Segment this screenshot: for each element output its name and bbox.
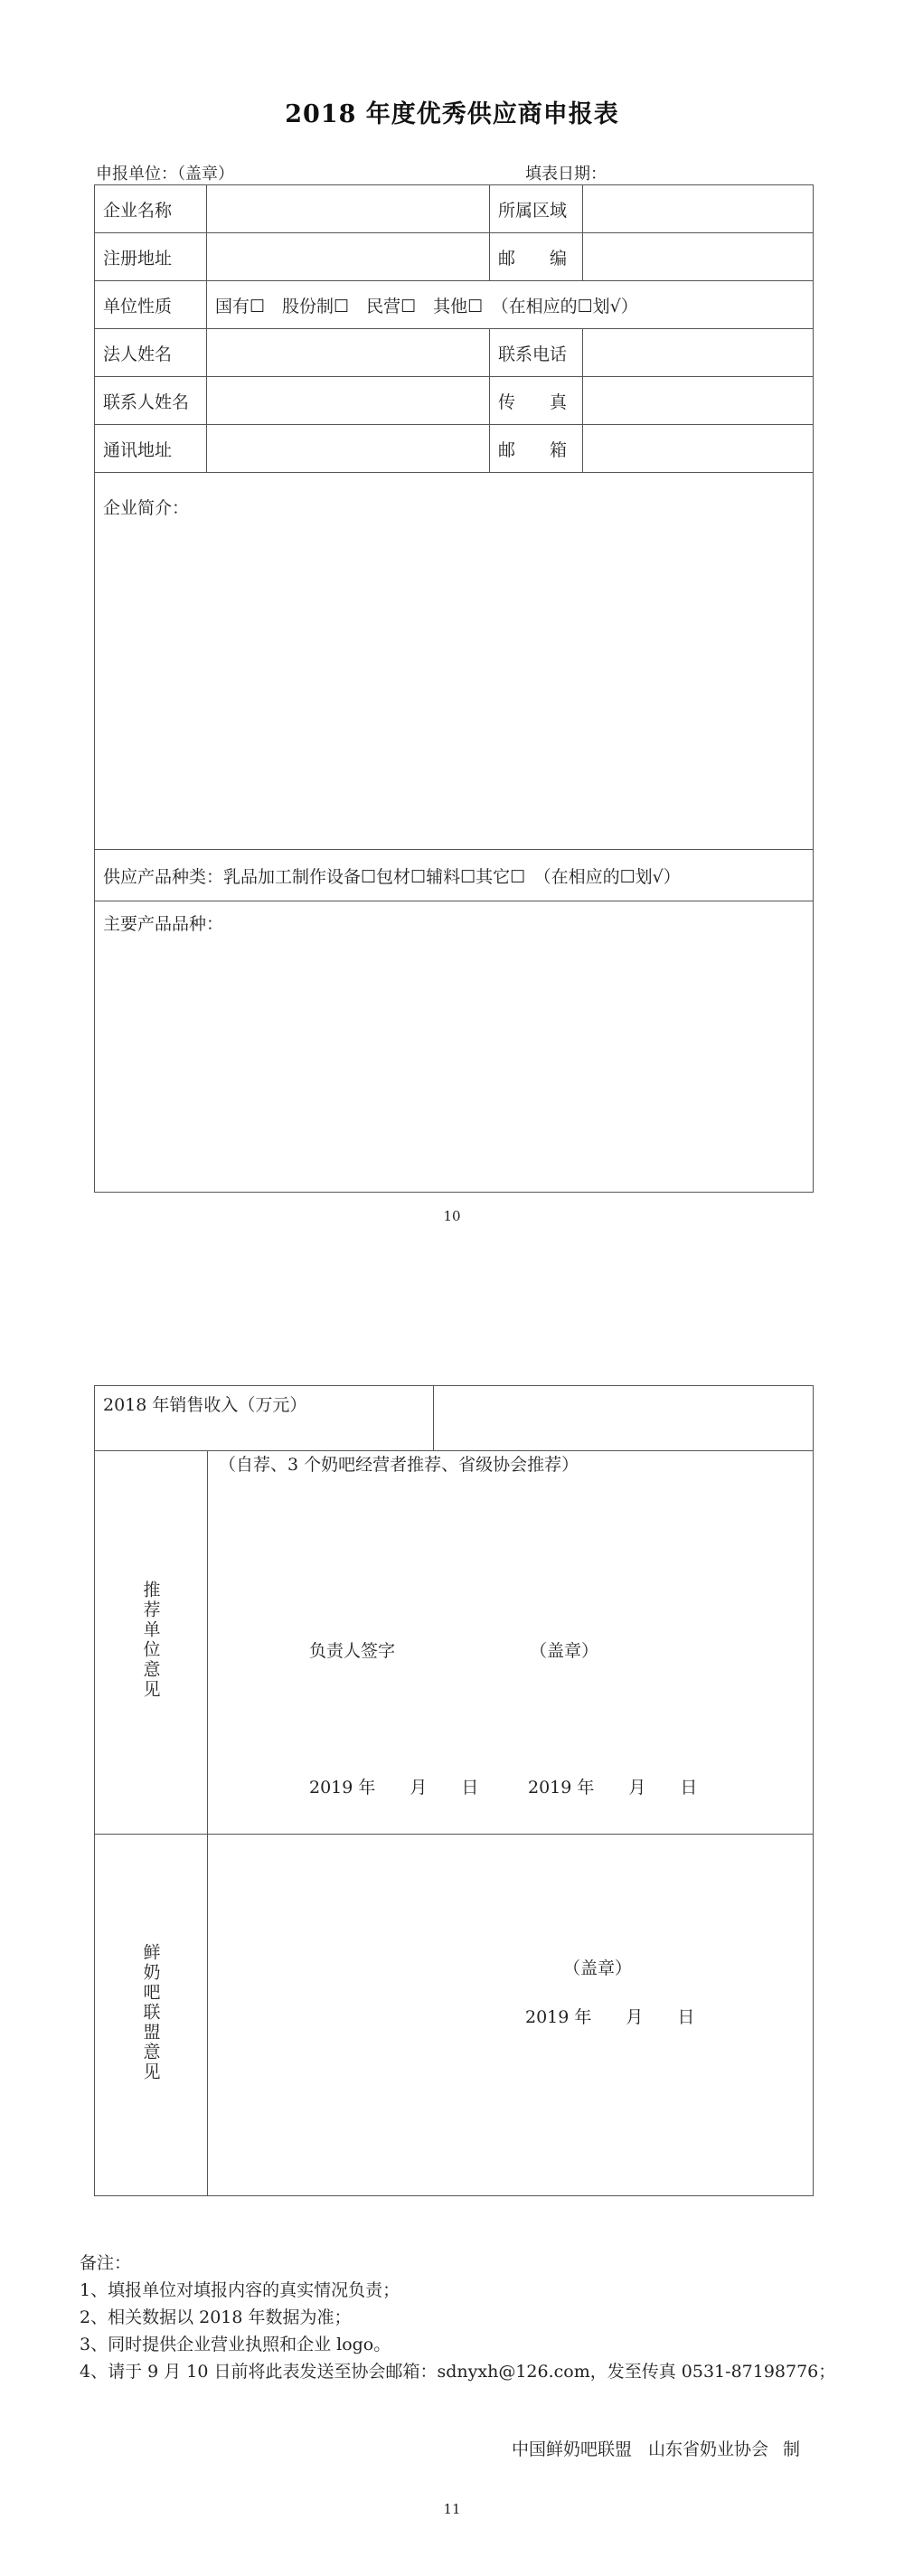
postcode-label: 邮 编 [490, 233, 583, 281]
recommend-opinion-field[interactable] [208, 1451, 814, 1835]
unit-nature-label: 单位性质 [95, 281, 207, 329]
recommend-date-1: 2019 年 月 日 [309, 1778, 479, 1798]
region-field[interactable] [583, 185, 814, 233]
note-item-1: 1、填报单位对填报内容的真实情况负责； [80, 2280, 400, 2300]
mail-address-field[interactable] [207, 425, 490, 473]
main-products-label: 主要产品品种： [103, 914, 224, 934]
unit-nature-options[interactable]: 国有☐ 股份制☐ 民营☐ 其他☐ （在相应的☐划√） [207, 281, 814, 329]
note-item-3: 3、同时提供企业营业执照和企业 logo。 [80, 2335, 391, 2354]
main-products-field[interactable] [95, 901, 814, 1193]
company-intro-field[interactable] [95, 473, 814, 850]
recommend-note: （自荐、3 个奶吧经营者推荐、省级协会推荐） [219, 1455, 579, 1475]
recommend-seal-label: （盖章） [530, 1641, 599, 1661]
recommend-side-cell [95, 1451, 208, 1835]
postcode-field[interactable] [583, 233, 814, 281]
company-name-label: 企业名称 [95, 185, 207, 233]
recommend-side-label: 推荐单位意见 [140, 1581, 161, 1700]
company-name-field[interactable] [207, 185, 490, 233]
mail-address-label: 通讯地址 [95, 425, 207, 473]
contact-person-field[interactable] [207, 377, 490, 425]
note-item-2: 2、相关数据以 2018 年数据为准； [80, 2307, 352, 2327]
sales-label: 2018 年销售收入（万元） [95, 1386, 434, 1451]
applicant-label: 申报单位：（盖章） [96, 165, 234, 184]
page-number-2: 11 [443, 2501, 461, 2517]
application-form-table [94, 184, 814, 1193]
alliance-opinion-field[interactable] [208, 1835, 814, 2196]
sales-field[interactable] [434, 1386, 814, 1451]
phone-label: 联系电话 [490, 329, 583, 377]
footer-org-1: 中国鲜奶吧联盟 [512, 2439, 633, 2459]
recommend-date-2: 2019 年 月 日 [528, 1778, 698, 1798]
alliance-seal-label: （盖章） [563, 1958, 633, 1978]
form-title: 2018 年度优秀供应商申报表 [285, 100, 619, 128]
reg-address-label: 注册地址 [95, 233, 207, 281]
legal-person-field[interactable] [207, 329, 490, 377]
notes-section [80, 2250, 835, 2385]
email-field[interactable] [583, 425, 814, 473]
company-intro-label: 企业简介： [103, 498, 190, 518]
region-label: 所属区域 [490, 185, 583, 233]
footer-orgs [512, 2436, 800, 2460]
fill-date-label: 填表日期： [525, 165, 607, 184]
fax-label: 传 真 [490, 377, 583, 425]
recommendation-table [94, 1385, 814, 2196]
alliance-date: 2019 年 月 日 [525, 2007, 695, 2027]
notes-heading: 备注： [80, 2253, 132, 2273]
footer-org-2: 山东省奶业协会 [648, 2439, 769, 2459]
note-item-4: 4、请于 9 月 10 日前将此表发送至协会邮箱：sdnyxh@126.com，发至传真 0531-87198776； [80, 2362, 836, 2382]
reg-address-field[interactable] [207, 233, 490, 281]
page-number: 10 [443, 1208, 461, 1224]
fax-field[interactable] [583, 377, 814, 425]
legal-person-label: 法人姓名 [95, 329, 207, 377]
product-category-options[interactable]: 供应产品种类：乳品加工制作设备☐包材☐辅料☐其它☐ （在相应的☐划√） [95, 850, 814, 901]
alliance-side-label: 鲜奶吧联盟意见 [140, 1943, 161, 2082]
contact-person-label: 联系人姓名 [95, 377, 207, 425]
footer-made: 制 [783, 2439, 801, 2459]
signature-label: 负责人签字 [309, 1641, 396, 1661]
alliance-side-cell [95, 1835, 208, 2196]
email-label: 邮 箱 [490, 425, 583, 473]
phone-field[interactable] [583, 329, 814, 377]
